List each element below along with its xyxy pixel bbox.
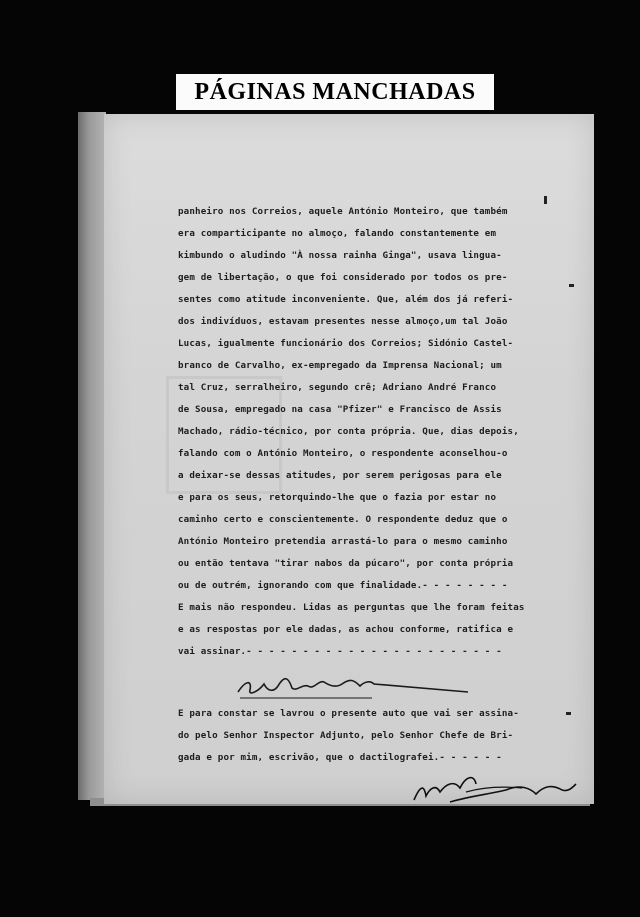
text-line: do pelo Senhor Inspector Adjunto, pelo Senhor Chefe de Bri-: [178, 730, 514, 741]
text-line: E para constar se lavrou o presente auto que vai ser assina-: [178, 708, 519, 719]
text-line: branco de Carvalho, ex-empregado da Imprensa Nacional; um: [178, 360, 502, 371]
text-line: e para os seus, retorquindo-lhe que o fazia por estar no: [178, 492, 497, 503]
text-line: gem de libertação, o que foi considerado por todos os pre-: [178, 272, 508, 283]
text-line: Lucas, igualmente funcionário dos Correios; Sidónio Castel-: [178, 338, 514, 349]
respondent-signature: [232, 662, 472, 706]
official-signatures: [410, 766, 580, 804]
text-line: panheiro nos Correios, aquele António Monteiro, que também: [178, 206, 508, 217]
text-line: de Sousa, empregado na casa "Pfizer" e Francisco de Assis: [178, 404, 502, 415]
text-line: Machado, rádio-técnico, por conta própria. Que, dias depois,: [178, 426, 519, 437]
text-line: ou de outrém, ignorando com que finalidade.- - - - - - - -: [178, 580, 508, 591]
text-line: sentes como atitude inconveniente. Que, além dos já referi-: [178, 294, 514, 305]
text-line: a deixar-se dessas atitudes, por serem perigosas para ele: [178, 470, 502, 481]
margin-mark: [569, 284, 574, 287]
document-page: [104, 114, 594, 804]
text-line: kimbundo o aludindo "À nossa rainha Ginga", usava lingua-: [178, 250, 502, 261]
text-line: E mais não respondeu. Lidas as perguntas que lhe foram feitas: [178, 602, 525, 613]
page-left-edge: [78, 112, 106, 800]
text-line: era comparticipante no almoço, falando constantemente em: [178, 228, 497, 239]
text-line: dos indivíduos, estavam presentes nesse almoço,um tal João: [178, 316, 508, 327]
pages-stained-banner: PÁGINAS MANCHADAS: [176, 74, 494, 110]
text-line: ou então tentava "tirar nabos da púcaro", por conta própria: [178, 558, 514, 569]
text-line: e as respostas por ele dadas, as achou conforme, ratifica e: [178, 624, 514, 635]
text-line: António Monteiro pretendia arrastá-lo para o mesmo caminho: [178, 536, 508, 547]
text-line: tal Cruz, serralheiro, segundo crê; Adriano André Franco: [178, 382, 497, 393]
text-line: caminho certo e conscientemente. O respondente deduz que o: [178, 514, 508, 525]
margin-mark: [566, 712, 571, 715]
text-line: falando com o António Monteiro, o respondente aconselhou-o: [178, 448, 508, 459]
text-line: gada e por mim, escrivão, que o dactilografei.- - - - - -: [178, 752, 502, 763]
text-line: vai assinar.- - - - - - - - - - - - - - - - - - - - - - -: [178, 646, 502, 657]
margin-mark: [544, 196, 547, 204]
